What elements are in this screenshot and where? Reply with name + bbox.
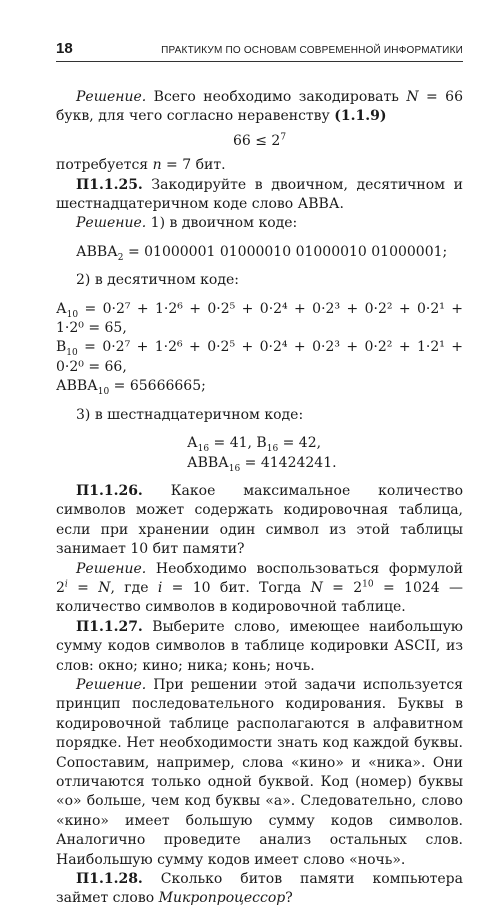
solution-26: Решение. Необходимо воспользоваться формулой $2^i = N$, где i = 10 бит. Тогда $N = 2^{10} = 1024$ — количество символов в кодировочной таблице. <box>56 560 463 616</box>
running-title: ПРАКТИКУМ ПО ОСНОВАМ СОВРЕМЕННОЙ ИНФОРМАТИКИ <box>161 45 463 56</box>
step-decimal: 2) в десятичном коде: <box>76 272 239 289</box>
solution-27: Решение. При решении этой задачи используется принцип последовательного кодирования. Буквы в кодировочной таблице располагаются в алфавитном порядке. Нет необходимости знать код каждой буквы. Сопоставим, например, слова «кино» и «ника». Они отличаются только одной буквой. Код (номер) буквы «о» больше, чем код буквы «а». Следовательно, слово «кино» имеет большую сумму кодов символов. Аналогично проведите анализ остальных слов. Наибольшую сумму кодов имеет слово «ночь». <box>56 676 463 868</box>
task-1-1-25: П1.1.25. Закодируйте в двоичном, десятичном и шестнадцатеричном коде слово АВВА. <box>56 176 463 213</box>
decimal-a-formula: $А_{10} = 0\cdot 2^7 + 1\cdot 2^6 + 0\cdot 2^5 + 0\cdot 2^4 + 0\cdot 2^3 + 0\cdot 2^2 + 0\cdot 2^1 + 1\cdot 2^0 = 65$, <box>56 300 463 337</box>
inequality-formula: $66 \le 2^7$ <box>232 132 287 149</box>
task-1-1-27: П1.1.27. Выберите слово, имеющее наибольшую сумму кодов символов в таблице кодировки ASCII, из слов: окно; кино; ника; конь; ночь. <box>56 618 463 674</box>
solution-paragraph-24: Решение. Всего необходимо закодировать N = 66 букв, для чего согласно неравенству (1.1.9) <box>56 89 463 125</box>
result-line-24: потребуется n = 7 бит. <box>56 157 226 174</box>
hex-formulas <box>56 434 463 473</box>
task-1-1-26: П1.1.26. Какое максимальное количество символов может содержать кодировочная таблица, если при хранении один символ из этой таблицы занимает 10 бит памяти? <box>56 482 463 558</box>
step-hex: 3) в шестнадцатеричном коде: <box>76 406 304 423</box>
binary-code-line: $АВВА_2 = 01000001$ 01000010 01000010 01000001; <box>76 243 448 263</box>
page-header <box>56 40 463 62</box>
decimal-b-formula: $В_{10} = 0\cdot 2^7 + 1\cdot 2^6 + 0\cdot 2^5 + 0\cdot 2^4 + 0\cdot 2^3 + 0\cdot 2^2 + 1\cdot 2^1 + 0\cdot 2^0 = 66$, <box>56 339 463 375</box>
solution-25-intro: Решение. 1) в двоичном коде: <box>76 215 298 232</box>
hex-letters-line: $А_{16} = 41$, $В_{16} = 42$, <box>187 435 322 454</box>
page-number: 18 <box>56 40 73 57</box>
hex-word-line: $АВВА_{16} = 41424241$. <box>187 454 337 474</box>
decimal-word-formula: $АВВА_{10} = 65666665$; <box>56 378 206 398</box>
task-1-1-28: П1.1.28. Сколько битов памяти компьютера займет слово Микропроцессор? <box>56 871 463 907</box>
